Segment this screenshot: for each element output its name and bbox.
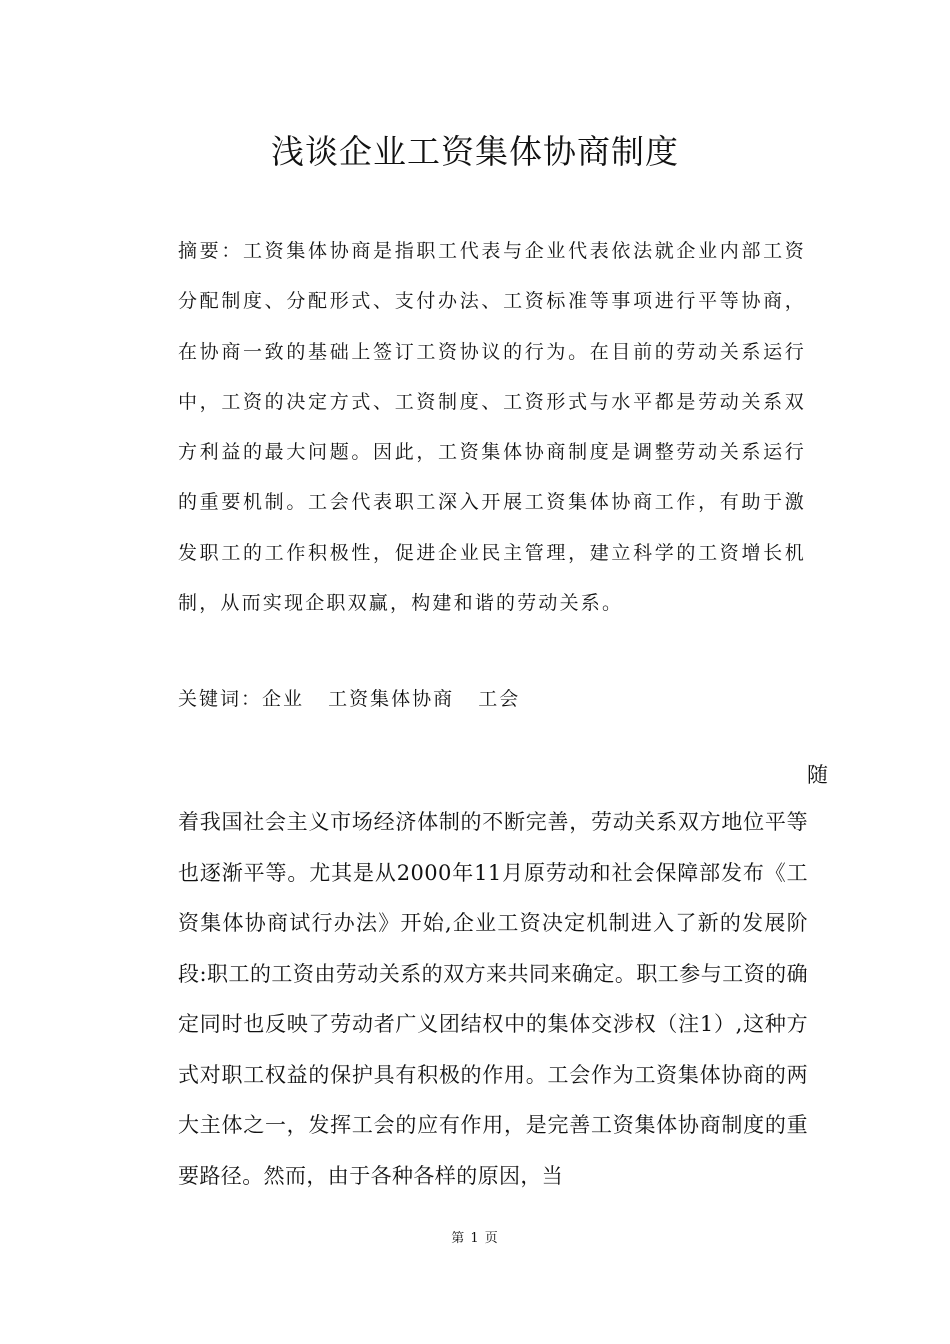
keywords-line: 关键词：企业 工资集体协商 工会 xyxy=(178,688,521,710)
body-paragraph: 着我国社会主义市场经济体制的不断完善，劳动关系双方地位平等也逐渐平等。尤其是从2000年11月原劳动和社会保障部发布《工资集体协商试行办法》开始,企业工资决定机制进入了新的发展阶段:职工的工资由劳动关系的双方来共同来确定。职工参与工资的确定同时也反映了劳动者广义团结权中的集体交涉权（注1）,这种方式对职工权益的保护具有积极的作用。工会作为工资集体协商的两大主体之一，发挥工会的应有作用，是完善工资集体协商制度的重要路径。然而，由于各种各样的原因，当 xyxy=(178,810,808,1188)
body-first-character: 随 xyxy=(807,763,828,787)
page-number-footer: 第 1 页 xyxy=(451,1231,499,1246)
document-title: 浅谈企业工资集体协商制度 xyxy=(271,132,679,171)
abstract-paragraph: 摘要：工资集体协商是指职工代表与企业代表依法就企业内部工资分配制度、分配形式、支付办法、工资标准等事项进行平等协商，在协商一致的基础上签订工资协议的行为。在目前的劳动关系运行中，工资的决定方式、工资制度、工资形式与水平都是劳动关系双方利益的最大问题。因此，工资集体协商制度是调整劳动关系运行的重要机制。工会代表职工深入开展工资集体协商工作，有助于激发职工的工作积极性，促进企业民主管理，建立科学的工资增长机制，从而实现企职双赢，构建和谐的劳动关系。 xyxy=(178,240,806,615)
